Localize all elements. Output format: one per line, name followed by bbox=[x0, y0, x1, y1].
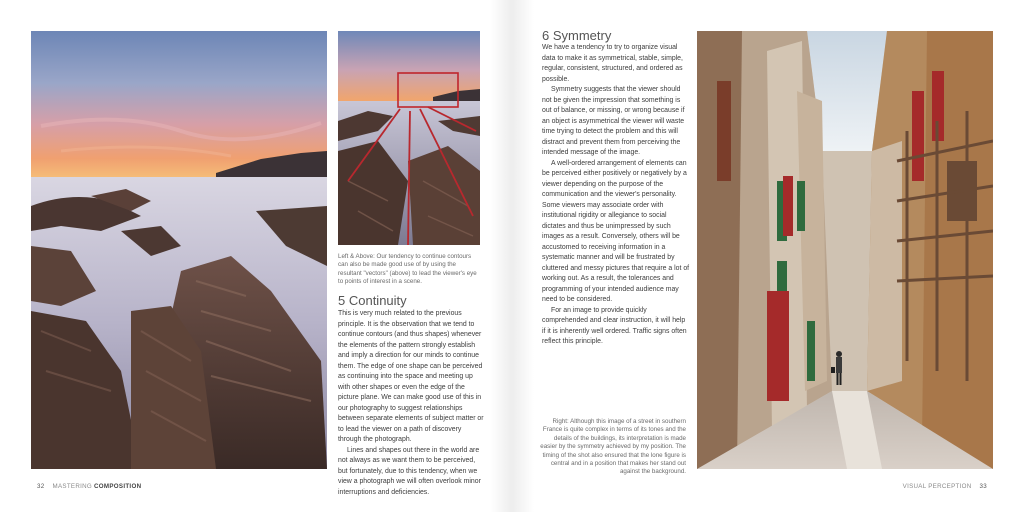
paragraph: A well-ordered arrangement of elements can be perceived either positively or negatively by a viewer depending on the purpose of the communication and the viewer's personality. Some viewers may associate order with institutional rigidity or allegiance to social dictates and thus be unimpressed by such images as a result. Conversely, others will be accustomed to receiving information in a systematic manner and will be frustrated by cluttered and messy pictures that require a lot of working out. As a result, the tolerances and programming of your intended audience may need to be considered. bbox=[542, 159, 690, 303]
paragraph: This is very much related to the previous principle. It is the observation that we tend to continue contours (and thus shapes) whenever the elements of the pattern strongly establish and imply a direction for our minds to continue them. The edge of one shape can be perceived as continuing into the space and meeting up with other shapes or even the edge of the picture plane. We can make good use of this in our photography to suggest relationships between separate elements of subject matter or to lead the viewer on a path of discovery through the photograph. bbox=[338, 310, 484, 443]
caption-left: Left & Above: Our tendency to continue contours can also be made good use of by using the resultant "vectors" (above) to lead the viewer's eye to points of interest in a scene. bbox=[338, 253, 477, 286]
page-gutter bbox=[490, 0, 534, 512]
section-title-footer: VISUAL PERCEPTION bbox=[902, 483, 972, 490]
paragraph: Symmetry suggests that the viewer should not be given the impression that something is out of balance, or missing, or wrong because if an object is asymmetrical the viewer will waste time trying to detect the problem and this will distract and prevent them from perceiving the intended message of the image. bbox=[542, 86, 685, 156]
page-number-left: 32 bbox=[37, 483, 45, 490]
street-photo bbox=[697, 31, 993, 469]
page-number-right: 33 bbox=[979, 483, 987, 490]
folio-right bbox=[903, 483, 993, 491]
continuity-heading: 5 Continuity bbox=[338, 293, 407, 308]
book-title-light: MASTERING bbox=[52, 483, 92, 490]
paragraph: For an image to provide quickly comprehended and clear instruction, it will help if it is inherently well ordered. Traffic signs often reflect this principle. bbox=[542, 306, 687, 345]
continuity-body bbox=[338, 309, 484, 498]
seascape-photo bbox=[31, 31, 327, 469]
folio-left bbox=[31, 483, 141, 491]
symmetry-heading: 6 Symmetry bbox=[542, 28, 612, 43]
caption-right: Right: Although this image of a street in southern France is quite complex in terms of its tones and the details of the buildings, its interpretation is made easier by the symmetry achieved by my position. The timing of the shot also ensured that the lone figure is central and in a position that makes her stand out against the background. bbox=[540, 418, 686, 476]
book-title-bold: COMPOSITION bbox=[94, 483, 142, 490]
paragraph: Lines and shapes out there in the world are not always as we want them to be perceived, but fortunately, due to this tendency, when we view a photograph we will often overlook minor interruptions and deficiencies. bbox=[338, 446, 481, 496]
symmetry-body bbox=[542, 43, 690, 348]
paragraph: We have a tendency to try to organize visual data to make it as symmetrical, stable, simple, regular, consistent, structured, and ordered as possible. bbox=[542, 44, 683, 83]
vector-detail-photo bbox=[338, 31, 480, 245]
